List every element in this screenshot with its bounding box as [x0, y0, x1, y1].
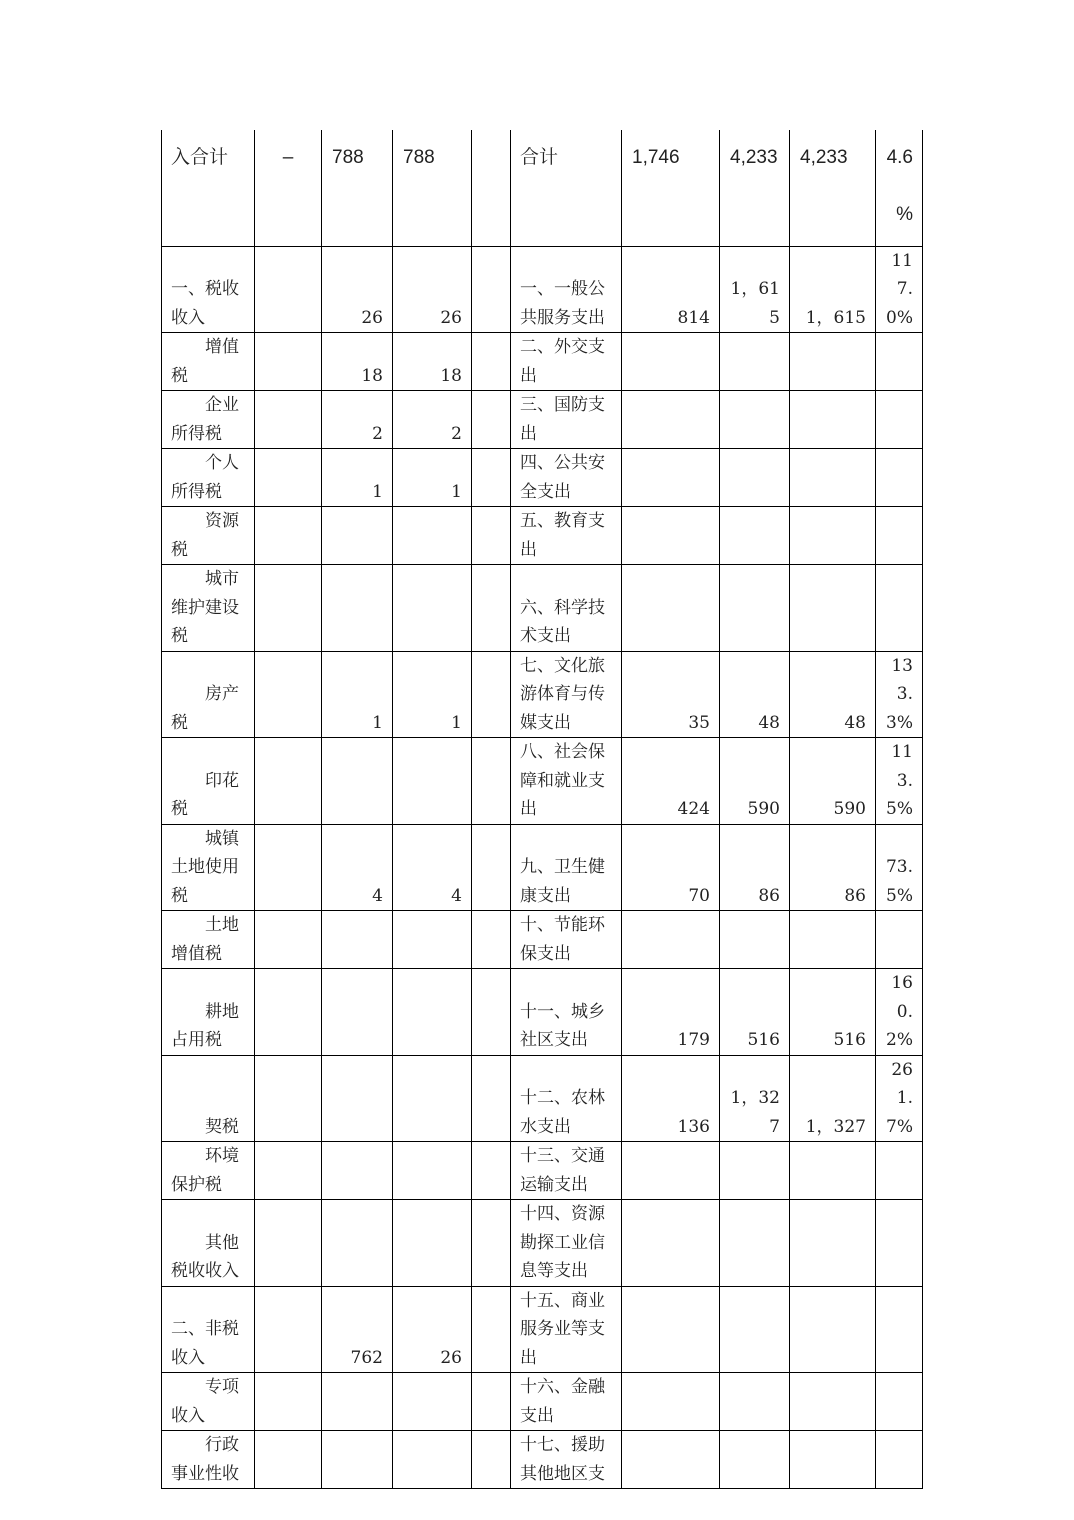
- expense-actual-value: [790, 449, 876, 507]
- income-item-label: 契税: [162, 1055, 255, 1142]
- income-blank-cell: [255, 738, 322, 825]
- expense-item-label: 四、公共安全支出: [511, 449, 622, 507]
- income-blank-cell: [255, 911, 322, 969]
- income-budget-value: 2: [322, 391, 393, 449]
- income-actual-value: [393, 738, 472, 825]
- income-blank-cell: [255, 1142, 322, 1200]
- expense-budget-value: 1，327: [720, 1055, 790, 1142]
- income-blank-cell: [255, 1286, 322, 1373]
- expense-budget-value: 516: [720, 969, 790, 1056]
- expense-prev-value: [622, 911, 720, 969]
- income-budget-value: [322, 1431, 393, 1489]
- income-budget-value: [322, 1142, 393, 1200]
- expense-item-label: 十一、城乡社区支出: [511, 969, 622, 1056]
- expense-budget-value: 86: [720, 824, 790, 911]
- table-row: [162, 1200, 923, 1287]
- table-header-row: [162, 130, 923, 246]
- expense-pct-value: [876, 1142, 923, 1200]
- income-actual-value: [393, 507, 472, 565]
- expense-prev-value: [622, 1373, 720, 1431]
- table-row: [162, 911, 923, 969]
- spacer-cell: [472, 1200, 511, 1287]
- expense-actual-value: [790, 565, 876, 652]
- income-actual-value: 2: [393, 391, 472, 449]
- expense-pct-value: [876, 333, 923, 391]
- income-actual-value: 26: [393, 246, 472, 333]
- income-budget-value: [322, 507, 393, 565]
- income-budget-value: [322, 911, 393, 969]
- income-blank-cell: [255, 391, 322, 449]
- income-budget-value: [322, 1055, 393, 1142]
- income-actual-value: [393, 911, 472, 969]
- spacer-cell: [472, 333, 511, 391]
- income-actual-value: 18: [393, 333, 472, 391]
- expense-actual-value: 48: [790, 651, 876, 738]
- income-item-label: 企业所得税: [162, 391, 255, 449]
- expense-prev-value: [622, 507, 720, 565]
- income-blank-cell: [255, 969, 322, 1056]
- income-item-label: 个人所得税: [162, 449, 255, 507]
- table-row: [162, 391, 923, 449]
- header-right-prev: 1,746: [622, 130, 720, 246]
- table-row: [162, 1431, 923, 1489]
- expense-pct-value: [876, 911, 923, 969]
- spacer-cell: [472, 449, 511, 507]
- expense-budget-value: [720, 1286, 790, 1373]
- expense-item-label: 六、科学技术支出: [511, 565, 622, 652]
- table-row: [162, 824, 923, 911]
- budget-table: [161, 130, 923, 1489]
- table-row: [162, 1286, 923, 1373]
- income-actual-value: [393, 1373, 472, 1431]
- expense-actual-value: [790, 333, 876, 391]
- income-blank-cell: [255, 449, 322, 507]
- expense-pct-value: [876, 449, 923, 507]
- expense-pct-value: [876, 1373, 923, 1431]
- expense-actual-value: 590: [790, 738, 876, 825]
- expense-item-label: 五、教育支出: [511, 507, 622, 565]
- income-item-label: 二、非税收入: [162, 1286, 255, 1373]
- income-budget-value: 26: [322, 246, 393, 333]
- expense-prev-value: 35: [622, 651, 720, 738]
- expense-actual-value: [790, 1142, 876, 1200]
- income-item-label: 耕地占用税: [162, 969, 255, 1056]
- expense-prev-value: [622, 1142, 720, 1200]
- income-blank-cell: [255, 824, 322, 911]
- expense-budget-value: [720, 1142, 790, 1200]
- expense-item-label: 二、外交支出: [511, 333, 622, 391]
- expense-prev-value: [622, 391, 720, 449]
- income-item-label: 房产税: [162, 651, 255, 738]
- income-actual-value: [393, 969, 472, 1056]
- income-item-label: 土地增值税: [162, 911, 255, 969]
- table-row: [162, 507, 923, 565]
- income-budget-value: 18: [322, 333, 393, 391]
- spacer-cell: [472, 1055, 511, 1142]
- income-actual-value: [393, 1142, 472, 1200]
- table-row: [162, 1055, 923, 1142]
- table-row: [162, 651, 923, 738]
- header-right-pct: [876, 130, 923, 246]
- income-blank-cell: [255, 246, 322, 333]
- income-item-label: 印花税: [162, 738, 255, 825]
- expense-prev-value: [622, 449, 720, 507]
- income-actual-value: 1: [393, 449, 472, 507]
- expense-pct-value: [876, 1431, 923, 1489]
- expense-budget-value: [720, 911, 790, 969]
- expense-item-label: 三、国防支出: [511, 391, 622, 449]
- expense-actual-value: [790, 1286, 876, 1373]
- spacer-cell: [472, 911, 511, 969]
- income-budget-value: 762: [322, 1286, 393, 1373]
- income-item-label: 行政事业性收: [162, 1431, 255, 1489]
- expense-pct-value: [876, 1200, 923, 1287]
- income-actual-value: [393, 1055, 472, 1142]
- expense-budget-value: [720, 333, 790, 391]
- expense-pct-value: [876, 507, 923, 565]
- expense-item-label: 十二、农林水支出: [511, 1055, 622, 1142]
- expense-budget-value: [720, 565, 790, 652]
- expense-pct-value: 133.3%: [876, 651, 923, 738]
- expense-prev-value: [622, 1431, 720, 1489]
- expense-actual-value: 1，327: [790, 1055, 876, 1142]
- spacer-cell: [472, 1431, 511, 1489]
- income-blank-cell: [255, 1055, 322, 1142]
- header-left-budget: 788: [322, 130, 393, 246]
- expense-item-label: 十七、援助其他地区支: [511, 1431, 622, 1489]
- expense-item-label: 七、文化旅游体育与传媒支出: [511, 651, 622, 738]
- income-blank-cell: [255, 507, 322, 565]
- header-pct-line1: 4.6: [886, 147, 913, 168]
- table-row: [162, 738, 923, 825]
- expense-prev-value: [622, 333, 720, 391]
- expense-budget-value: [720, 449, 790, 507]
- header-right-label: 合计: [511, 130, 622, 246]
- expense-item-label: 十五、商业服务业等支出: [511, 1286, 622, 1373]
- income-blank-cell: [255, 333, 322, 391]
- expense-item-label: 一、一般公共服务支出: [511, 246, 622, 333]
- expense-budget-value: 1，615: [720, 246, 790, 333]
- header-spacer: [472, 130, 511, 246]
- expense-pct-value: [876, 1286, 923, 1373]
- income-blank-cell: [255, 651, 322, 738]
- table-row: [162, 449, 923, 507]
- income-actual-value: [393, 565, 472, 652]
- income-budget-value: [322, 738, 393, 825]
- expense-budget-value: [720, 391, 790, 449]
- header-left-actual: 788: [393, 130, 472, 246]
- expense-actual-value: 86: [790, 824, 876, 911]
- spacer-cell: [472, 651, 511, 738]
- table-row: [162, 565, 923, 652]
- table-row: [162, 1142, 923, 1200]
- expense-prev-value: 814: [622, 246, 720, 333]
- income-actual-value: 26: [393, 1286, 472, 1373]
- expense-pct-value: [876, 565, 923, 652]
- income-budget-value: [322, 1200, 393, 1287]
- expense-actual-value: [790, 507, 876, 565]
- expense-pct-value: 261.7%: [876, 1055, 923, 1142]
- income-blank-cell: [255, 1373, 322, 1431]
- income-blank-cell: [255, 1431, 322, 1489]
- spacer-cell: [472, 738, 511, 825]
- header-right-budget: 4,233: [720, 130, 790, 246]
- income-item-label: 专项收入: [162, 1373, 255, 1431]
- spacer-cell: [472, 1286, 511, 1373]
- income-actual-value: 4: [393, 824, 472, 911]
- expense-pct-value: 113.5%: [876, 738, 923, 825]
- table-row: [162, 246, 923, 333]
- expense-pct-value: 117.0%: [876, 246, 923, 333]
- expense-pct-value: [876, 391, 923, 449]
- expense-prev-value: [622, 1286, 720, 1373]
- income-budget-value: [322, 969, 393, 1056]
- expense-prev-value: 70: [622, 824, 720, 911]
- income-item-label: 其他税收收入: [162, 1200, 255, 1287]
- income-actual-value: [393, 1200, 472, 1287]
- expense-prev-value: 136: [622, 1055, 720, 1142]
- spacer-cell: [472, 565, 511, 652]
- expense-actual-value: [790, 1200, 876, 1287]
- expense-budget-value: [720, 507, 790, 565]
- income-item-label: 城镇土地使用税: [162, 824, 255, 911]
- table-row: [162, 969, 923, 1056]
- spacer-cell: [472, 507, 511, 565]
- expense-prev-value: [622, 565, 720, 652]
- income-blank-cell: [255, 1200, 322, 1287]
- expense-prev-value: 424: [622, 738, 720, 825]
- expense-actual-value: [790, 1431, 876, 1489]
- header-left-label: 入合计: [162, 130, 255, 246]
- spacer-cell: [472, 1142, 511, 1200]
- spacer-cell: [472, 391, 511, 449]
- expense-item-label: 十、节能环保支出: [511, 911, 622, 969]
- expense-budget-value: 48: [720, 651, 790, 738]
- income-item-label: 城市维护建设税: [162, 565, 255, 652]
- income-budget-value: [322, 565, 393, 652]
- spacer-cell: [472, 824, 511, 911]
- income-blank-cell: [255, 565, 322, 652]
- spacer-cell: [472, 969, 511, 1056]
- expense-budget-value: [720, 1431, 790, 1489]
- expense-item-label: 八、社会保障和就业支出: [511, 738, 622, 825]
- header-right-actual: 4,233: [790, 130, 876, 246]
- income-actual-value: 1: [393, 651, 472, 738]
- expense-pct-value: 73.5%: [876, 824, 923, 911]
- income-item-label: 资源税: [162, 507, 255, 565]
- expense-item-label: 十三、交通运输支出: [511, 1142, 622, 1200]
- spacer-cell: [472, 1373, 511, 1431]
- expense-prev-value: 179: [622, 969, 720, 1056]
- expense-pct-value: 160.2%: [876, 969, 923, 1056]
- header-pct-line2: %: [896, 204, 913, 225]
- expense-prev-value: [622, 1200, 720, 1287]
- expense-actual-value: [790, 911, 876, 969]
- expense-budget-value: [720, 1200, 790, 1287]
- income-budget-value: 1: [322, 449, 393, 507]
- income-actual-value: [393, 1431, 472, 1489]
- income-budget-value: 4: [322, 824, 393, 911]
- income-item-label: 一、税收收入: [162, 246, 255, 333]
- income-item-label: 增值税: [162, 333, 255, 391]
- expense-actual-value: 516: [790, 969, 876, 1056]
- spacer-cell: [472, 246, 511, 333]
- table-row: [162, 333, 923, 391]
- income-budget-value: [322, 1373, 393, 1431]
- table-row: [162, 1373, 923, 1431]
- expense-budget-value: [720, 1373, 790, 1431]
- expense-item-label: 十六、金融支出: [511, 1373, 622, 1431]
- expense-actual-value: 1，615: [790, 246, 876, 333]
- expense-budget-value: 590: [720, 738, 790, 825]
- income-budget-value: 1: [322, 651, 393, 738]
- expense-actual-value: [790, 1373, 876, 1431]
- income-item-label: 环境保护税: [162, 1142, 255, 1200]
- header-dash: –: [255, 130, 322, 246]
- expense-item-label: 十四、资源勘探工业信息等支出: [511, 1200, 622, 1287]
- expense-item-label: 九、卫生健康支出: [511, 824, 622, 911]
- expense-actual-value: [790, 391, 876, 449]
